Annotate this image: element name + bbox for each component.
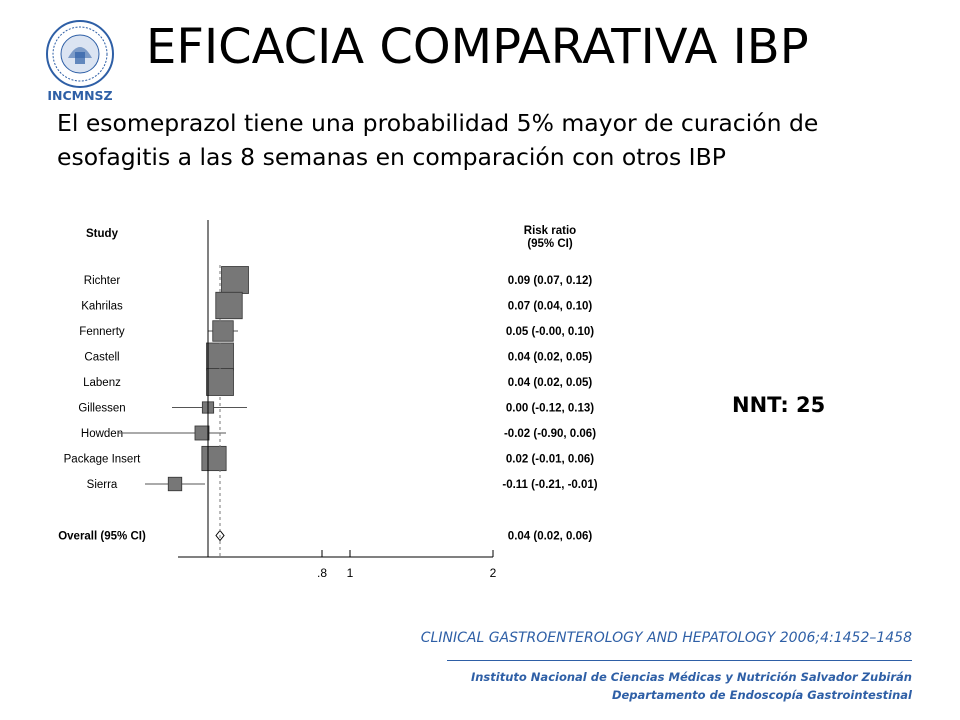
weight-box (168, 477, 182, 491)
logo-label: INCMNSZ (47, 88, 113, 103)
weight-box (202, 446, 226, 470)
ci-value: 0.05 (-0.00, 0.10) (505, 326, 595, 338)
forest-plot (45, 210, 605, 590)
institute-name: Instituto Nacional de Ciencias Médicas y Nutrición Salvador Zubirán (470, 670, 912, 684)
ci-value: 0.09 (0.07, 0.12) (507, 275, 593, 287)
x-tick-label: 2 (489, 566, 497, 580)
study-column-header: Study (86, 228, 118, 240)
ci-value: -0.02 (-0.90, 0.06) (503, 428, 597, 440)
ci-value: 0.02 (-0.01, 0.06) (505, 453, 595, 466)
weight-box (213, 321, 234, 342)
nnt-label: NNT: 25 (732, 393, 826, 417)
footer-institution (471, 668, 912, 704)
weight-box (222, 267, 249, 294)
subtitle: El esomeprazol tiene una probabilidad 5% mayor de curación de esofagitis a las 8 semanas en comparación con otros IBP (57, 109, 819, 171)
x-tick-label: .8 (316, 566, 328, 580)
overall-ci-value: 0.04 (0.02, 0.06) (507, 530, 593, 543)
ci-value: -0.11 (-0.21, -0.01) (502, 479, 598, 491)
ci-value: 0.07 (0.04, 0.10) (507, 300, 593, 313)
study-label: Howden (80, 428, 124, 440)
rr-column-header-line1: Risk ratio (523, 225, 577, 237)
study-label: Castell (84, 351, 120, 364)
journal-citation: CLINICAL GASTROENTEROLOGY AND HEPATOLOGY 2006;4:1452–1458 (420, 630, 912, 646)
overall-label: Overall (95% CI) (58, 530, 146, 543)
rr-column-header-line2: (95% CI) (527, 238, 573, 250)
study-label: Gillessen (78, 402, 126, 415)
ci-value: 0.00 (-0.12, 0.13) (505, 402, 595, 415)
weight-box (195, 426, 209, 440)
footer-divider (447, 660, 912, 661)
study-label: Kahrilas (81, 300, 123, 313)
study-label: Labenz (83, 377, 121, 389)
ci-value: 0.04 (0.02, 0.05) (507, 377, 593, 389)
study-label: Richter (83, 275, 121, 287)
study-label: Fennerty (79, 326, 125, 338)
study-label: Sierra (86, 479, 118, 491)
x-tick-label: 1 (346, 566, 354, 580)
study-label: Package Insert (63, 453, 141, 466)
department-name: Departamento de Endoscopía Gastrointestinal (611, 688, 912, 702)
ci-value: 0.04 (0.02, 0.05) (507, 351, 593, 364)
page-title: EFICACIA COMPARATIVA IBP (146, 19, 809, 75)
